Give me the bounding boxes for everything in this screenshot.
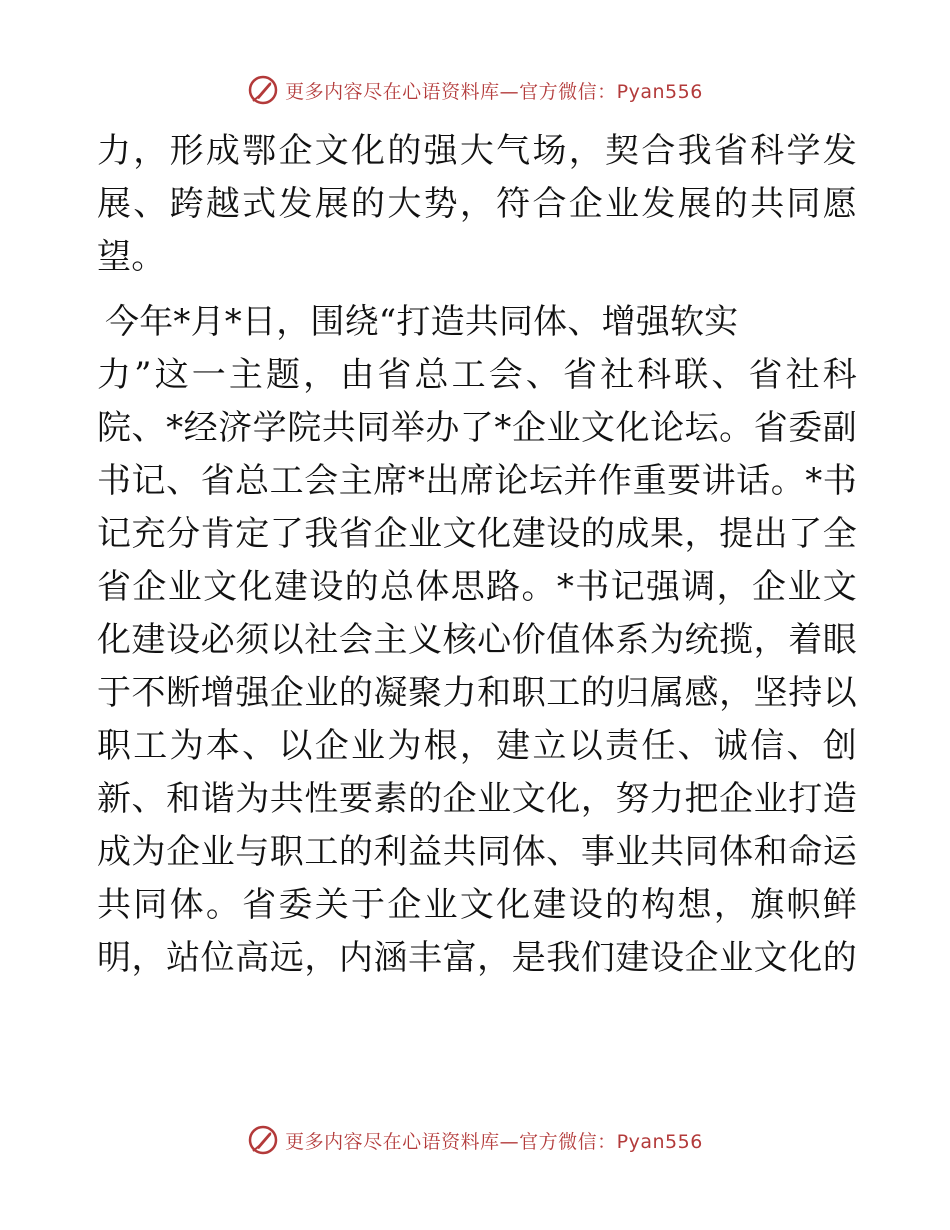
text-line: 明，站位高远，内涵丰富，是我们建设企业文化的 <box>97 938 857 978</box>
text-line: 于不断增强企业的凝聚力和职工的归属感，坚持以 <box>97 673 857 713</box>
footer-watermark <box>0 1120 950 1160</box>
text-line: 化建设必须以社会主义核心价值体系为统揽，着眼 <box>97 620 857 660</box>
feather-logo-icon <box>247 1124 279 1156</box>
text-line: 职工为本、以企业为根，建立以责任、诚信、创 <box>97 726 857 766</box>
text-line: 望。 <box>97 237 166 277</box>
text-line: 新、和谐为共性要素的企业文化，努力把企业打造 <box>97 779 857 819</box>
watermark-text: 更多内容尽在心语资料库—官方微信：Pyan556 <box>285 80 703 103</box>
text-line: 力，形成鄂企文化的强大气场，契合我省科学发 <box>97 131 857 171</box>
text-line: 书记、省总工会主席*出席论坛并作重要讲话。*书 <box>97 461 857 501</box>
text-line: 共同体。省委关于企业文化建设的构想，旗帜鲜 <box>97 885 857 925</box>
text-line: 力”这一主题，由省总工会、省社科联、省社科 <box>97 355 857 395</box>
text-line: 院、*经济学院共同举办了*企业文化论坛。省委副 <box>97 408 857 448</box>
header-watermark <box>0 70 950 110</box>
feather-logo-icon <box>247 74 279 106</box>
paragraph <box>97 125 857 284</box>
paragraph <box>97 296 857 985</box>
document-body <box>97 125 857 985</box>
text-line: 记充分肯定了我省企业文化建设的成果，提出了全 <box>97 514 857 554</box>
text-line: 省企业文化建设的总体思路。*书记强调，企业文 <box>97 567 857 607</box>
watermark-text: 更多内容尽在心语资料库—官方微信：Pyan556 <box>285 1130 703 1153</box>
text-line: 今年*月*日，围绕“打造共同体、增强软实 <box>105 302 739 342</box>
text-line: 成为企业与职工的利益共同体、事业共同体和命运 <box>97 832 857 872</box>
text-line: 展、跨越式发展的大势，符合企业发展的共同愿 <box>97 184 857 224</box>
